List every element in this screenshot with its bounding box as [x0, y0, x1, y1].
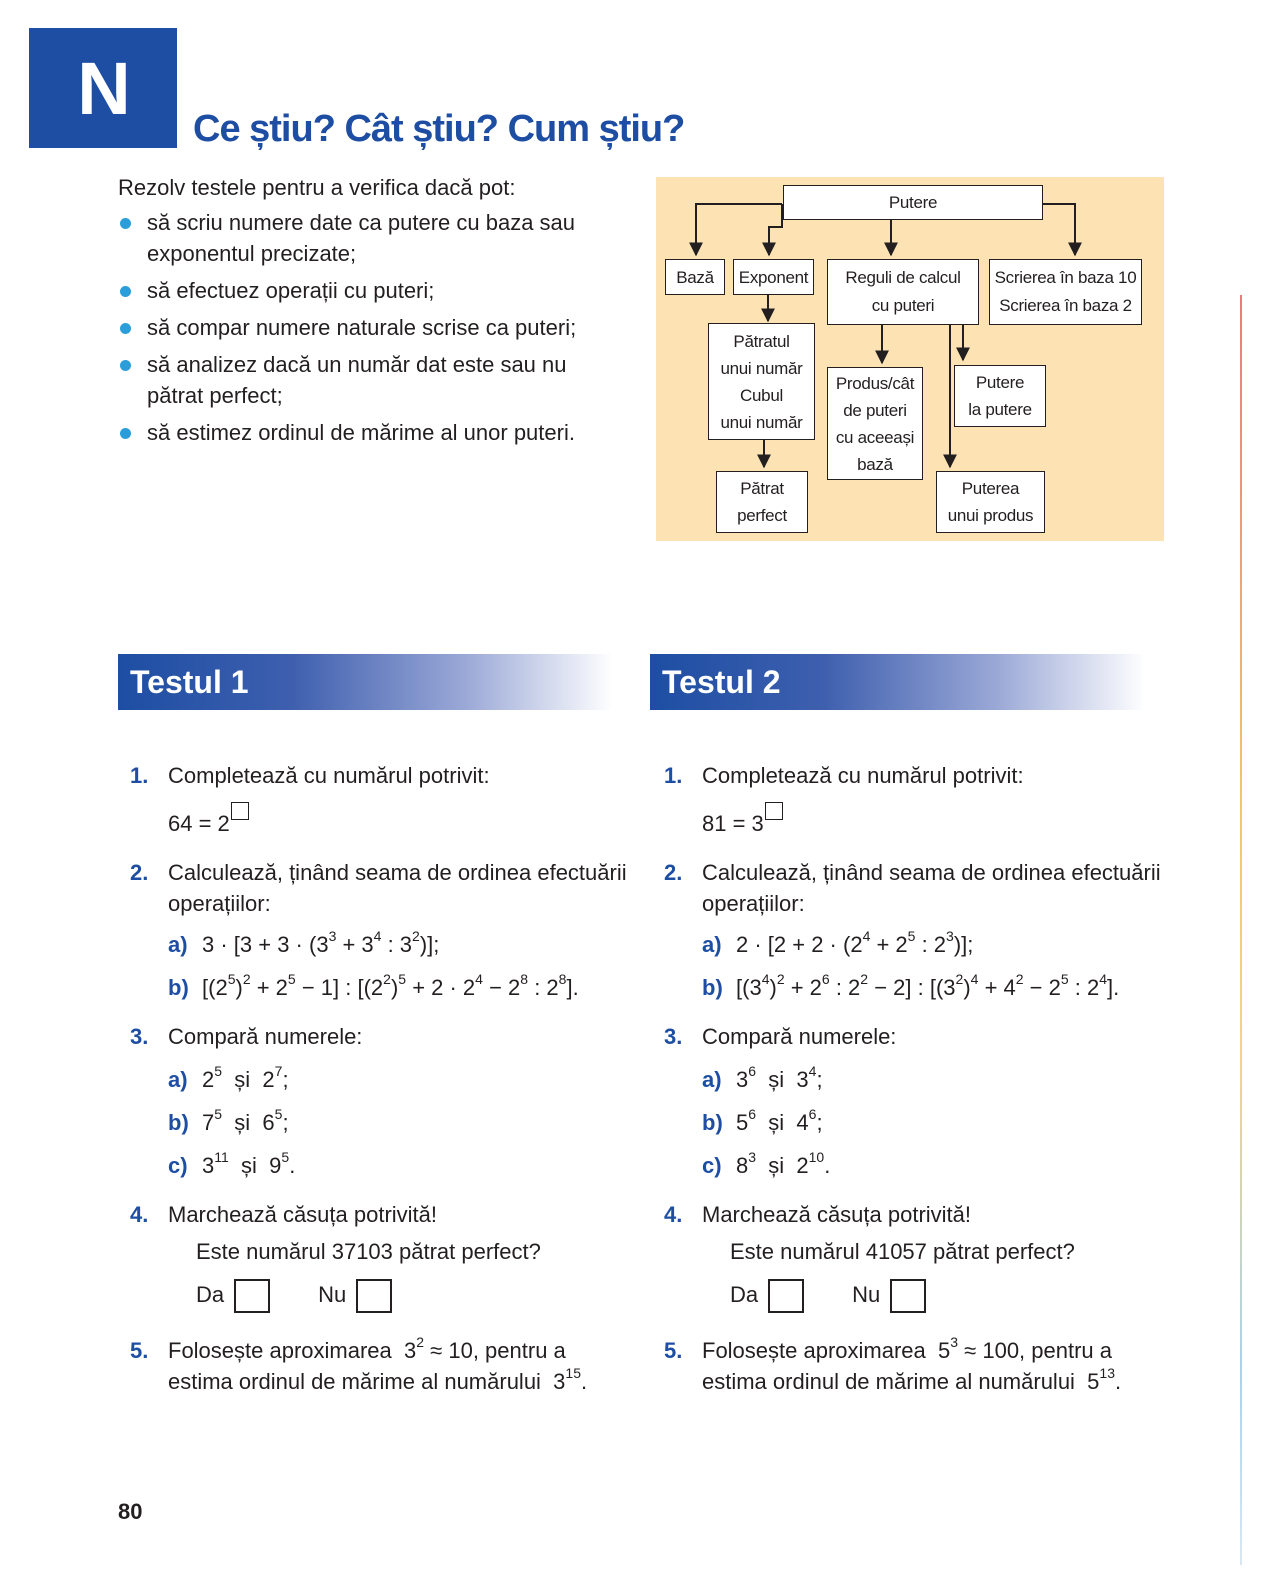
- bullet-icon: [120, 360, 131, 371]
- page-title: Ce știu? Cât știu? Cum știu?: [193, 108, 685, 150]
- diagram-node-patratul-cubul: Pătratul unui număr Cubul unui număr: [708, 323, 815, 440]
- test2-question-2a: a) $2 \cdot [2 + 2 \cdot (2^4 + 2^5$ : $2^3$)];: [702, 927, 974, 957]
- test2-column: [664, 760, 1174, 1397]
- bullet-icon: [120, 428, 131, 439]
- math-expression: [$(3^4)^2 + 2^6$ : $2^2 - 2$] : [$(3^2)^4 + 4^2 - 2^5$ : $2^4$].: [736, 970, 1120, 1000]
- page-number: 80: [118, 1499, 143, 1524]
- test1-question-2b: b) $[(2^5)^2 + 2^5 - 1]$ : [$(2^2)^5 + 2 \cdot 2^4 - 2^8$ : $2^8$].: [168, 970, 579, 1000]
- test1-question-2a: a) $3 \cdot [3 + 3 \cdot (3^3 + 3^4$ : $3^2$)];: [168, 927, 440, 957]
- list-item: să estimez ordinul de mărime al unor puteri.: [118, 417, 628, 448]
- diagram-node-reguli: Reguli de calcul cu puteri: [827, 259, 979, 325]
- test2-question-1: 1. Completează cu numărul potrivit: 81 = 3: [664, 763, 1024, 836]
- bullet-icon: [120, 218, 131, 229]
- list-item: să compar numere naturale scrise ca puteri;: [118, 312, 628, 343]
- math-expression: $2 \cdot [2 + 2 \cdot (2^4 + 2^5$ : $2^3$)];: [736, 927, 974, 957]
- answer-box[interactable]: [765, 802, 783, 820]
- no-checkbox[interactable]: [356, 1279, 392, 1313]
- test1-question-3c: c) $3^{11}$ și $9^5$.: [168, 1148, 296, 1178]
- yes-checkbox[interactable]: [234, 1279, 270, 1313]
- bullet-icon: [120, 323, 131, 334]
- page-edge-decoration: [1240, 295, 1242, 1565]
- intro-lead: Rezolv testele pentru a verifica dacă pot:: [118, 175, 516, 200]
- test2-question-2: 2. Calculează, ținând seama de ordinea efectuării operațiilor:: [664, 860, 1161, 916]
- test2-question-3: 3. Compară numerele:: [664, 1024, 897, 1049]
- test1-question-3: 3. Compară numerele:: [130, 1024, 363, 1049]
- test1-column: [130, 760, 640, 1397]
- test1-question-2: 2. Calculează, ținând seama de ordinea efectuării operațiilor:: [130, 860, 627, 916]
- yes-checkbox[interactable]: [768, 1279, 804, 1313]
- concept-diagram: [656, 177, 1164, 541]
- list-item: să scriu numere date ca putere cu baza sau exponentul precizate;: [118, 207, 628, 269]
- diagram-node-putere-la-putere: Putere la putere: [954, 365, 1046, 427]
- intro-section: [118, 172, 628, 454]
- math-expression: $3 \cdot [3 + 3 \cdot (3^3 + 3^4$ : $3^2$)];: [202, 927, 440, 957]
- diagram-node-produs-cat: Produs/cât de puteri cu aceeași bază: [827, 367, 923, 480]
- test1-question-4: 4. Marchează căsuța potrivită! Este numărul 37103 pătrat perfect? Da Nu: [130, 1199, 640, 1313]
- test2-question-4: 4. Marchează căsuța potrivită! Este numărul 41057 pătrat perfect? Da Nu: [664, 1199, 1174, 1313]
- list-item: să efectuez operații cu puteri;: [118, 275, 628, 306]
- test1-question-1: 1. Completează cu numărul potrivit: 64 = 2: [130, 763, 490, 836]
- diagram-node-baza: Bază: [665, 259, 725, 295]
- diagram-node-scrierea: Scrierea în baza 10 Scrierea în baza 2: [989, 259, 1142, 325]
- diagram-node-putere: Putere: [783, 185, 1043, 220]
- test1-question-3b: b) $7^5$ și $6^5$;: [168, 1105, 289, 1135]
- test2-question-5: 5. Folosește aproximarea $5^3 \approx 100$, pentru a estima ordinul de mărime al numărului $5^{13}$.: [664, 1333, 1122, 1395]
- no-checkbox[interactable]: [890, 1279, 926, 1313]
- bullet-icon: [120, 286, 131, 297]
- test2-question-3b: b) $5^6$ și $4^6$;: [702, 1105, 823, 1135]
- test2-question-2b: b) [$(3^4)^2 + 2^6$ : $2^2 - 2$] : [$(3^2)^4 + 4^2 - 2^5$ : $2^4$].: [702, 970, 1120, 1000]
- math-expression: $[(2^5)^2 + 2^5 - 1]$ : [$(2^2)^5 + 2 \cdot 2^4 - 2^8$ : $2^8$].: [202, 970, 579, 1000]
- test2-question-3a: a) $3^6$ și $3^4$;: [702, 1062, 823, 1092]
- test2-heading: Testul 2: [650, 654, 1145, 710]
- diagram-node-exponent: Exponent: [733, 259, 814, 295]
- section-letter-badge: N: [29, 28, 177, 148]
- objectives-list: [118, 207, 628, 448]
- test2-question-3c: c) $8^3$ și $2^{10}$.: [702, 1148, 831, 1178]
- diagram-node-patrat-perfect: Pătrat perfect: [716, 471, 808, 533]
- diagram-node-puterea-produs: Puterea unui produs: [936, 471, 1045, 533]
- list-item: să analizez dacă un număr dat este sau nu pătrat perfect;: [118, 349, 628, 411]
- test1-heading: Testul 1: [118, 654, 613, 710]
- test1-question-5: 5. Folosește aproximarea $3^2 \approx 10$, pentru a estima ordinul de mărime al numărului $3^{15}$.: [130, 1333, 588, 1395]
- answer-box[interactable]: [231, 802, 249, 820]
- test1-question-3a: a) $2^5$ și $2^7$;: [168, 1062, 289, 1092]
